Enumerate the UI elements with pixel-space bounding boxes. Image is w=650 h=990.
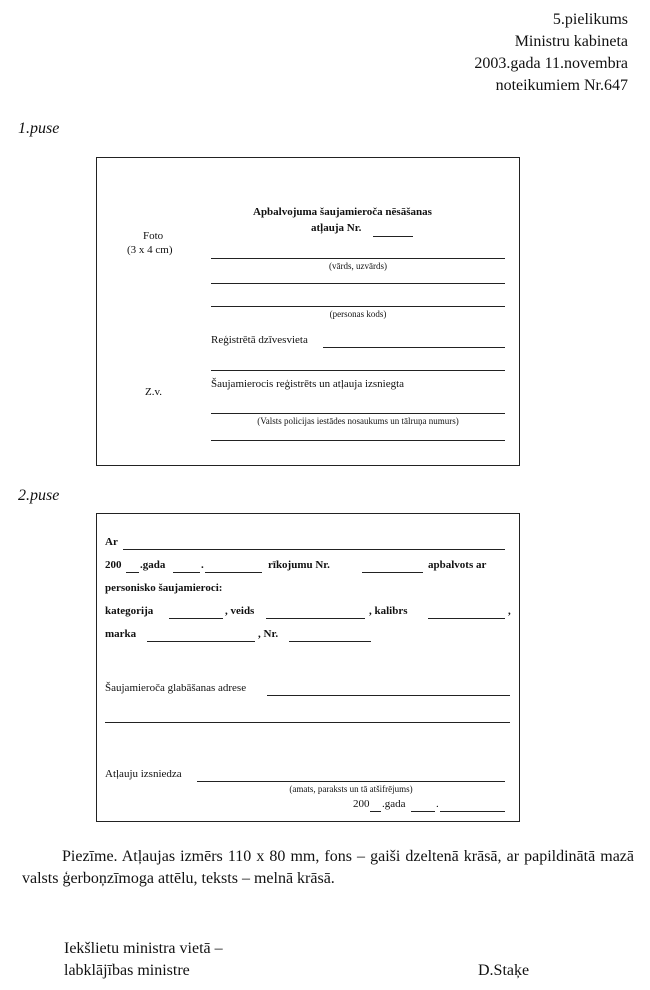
extra-line xyxy=(211,283,505,284)
signatory-role-line-1: Iekšlietu ministra vietā – xyxy=(64,940,223,957)
police-office-line-2 xyxy=(211,440,505,441)
photo-size: (3 x 4 cm) xyxy=(127,244,173,256)
type-line xyxy=(266,618,365,619)
residence-line xyxy=(323,347,505,348)
note xyxy=(22,846,634,890)
order-number-line xyxy=(362,572,423,573)
personal-weapon-label: personisko šaujamieroci: xyxy=(105,582,223,594)
issuer-cabinet: Ministru kabineta xyxy=(514,33,628,50)
order-day-line xyxy=(173,572,200,573)
issued-by-caption: (amats, paraksts un tā atšifrējums) xyxy=(289,784,413,794)
residence-line-2 xyxy=(211,370,505,371)
name-caption: (vārds, uzvārds) xyxy=(329,261,387,271)
order-number-label: rīkojumu Nr. xyxy=(268,559,330,571)
police-office-line xyxy=(211,413,505,414)
personal-id-line xyxy=(211,306,505,307)
awarded-to-label: Ar xyxy=(105,536,118,548)
storage-address-line-2 xyxy=(105,722,510,723)
photo-label: Foto xyxy=(143,230,164,242)
brand-label: marka xyxy=(105,628,137,640)
issue-day-line xyxy=(411,811,435,812)
signatory-role-line-2: labklājības ministre xyxy=(64,962,190,979)
regulation-date: 2003.gada 11.novembra xyxy=(474,55,628,72)
serial-number-label: , Nr. xyxy=(258,628,279,640)
permit-side-2-card xyxy=(96,513,520,822)
note-text: Piezīme. Atļaujas izmērs 110 x 80 mm, fons – gaiši dzeltenā krāsā, ar papildinātā mazā valsts ģerboņzīmoga attēlu, teksts – melnā krāsā. xyxy=(22,848,634,887)
residence-label: Reģistrētā dzīvesvieta xyxy=(211,334,308,346)
serial-number-line xyxy=(289,641,371,642)
permit-side-1-card xyxy=(96,157,520,466)
order-dot: . xyxy=(201,559,204,571)
registered-label: Šaujamierocis reģistrēts un atļauja izsniegta xyxy=(211,378,405,390)
issue-year-prefix: 200 xyxy=(353,798,370,810)
order-month-line xyxy=(205,572,262,573)
storage-address-line xyxy=(267,695,510,696)
brand-line xyxy=(147,641,255,642)
awarded-with-label: apbalvots ar xyxy=(428,559,487,571)
order-gada: .gada xyxy=(140,559,166,571)
side-2-label: 2.puse xyxy=(18,487,60,504)
issue-gada: .gada xyxy=(382,798,406,810)
caliber-line xyxy=(428,618,505,619)
side-1-label: 1.puse xyxy=(18,120,60,137)
awarded-to-line xyxy=(123,549,505,550)
issue-dot: . xyxy=(436,798,439,810)
order-year-prefix: 200 xyxy=(105,559,122,571)
police-office-caption: (Valsts policijas iestādes nosaukums un tālruņa numurs) xyxy=(257,416,459,426)
issue-month-line xyxy=(440,811,505,812)
name-line xyxy=(211,258,505,259)
storage-address-label: Šaujamieroča glabāšanas adrese xyxy=(105,682,247,694)
issue-year-line xyxy=(370,811,381,812)
issued-by-line xyxy=(197,781,505,782)
caliber-label: , kalibrs xyxy=(369,605,408,617)
signatory-name: D.Staķe xyxy=(478,962,530,979)
appendix-number: 5.pielikums xyxy=(552,11,628,28)
order-year-line xyxy=(126,572,139,573)
type-label: , veids xyxy=(225,605,255,617)
permit-number-line xyxy=(373,236,413,237)
personal-id-caption: (personas kods) xyxy=(329,309,387,319)
permit-title: Apbalvojuma šaujamieroča nēsāšanas xyxy=(253,206,432,218)
caliber-comma: , xyxy=(508,605,511,617)
stamp-label: Z.v. xyxy=(145,386,163,398)
issued-by-label: Atļauju izsniedza xyxy=(105,768,182,780)
regulation-number: noteikumiem Nr.647 xyxy=(495,77,628,94)
permit-title-number: atļauja Nr. xyxy=(311,222,362,234)
category-line xyxy=(169,618,223,619)
category-label: kategorija xyxy=(105,605,154,617)
